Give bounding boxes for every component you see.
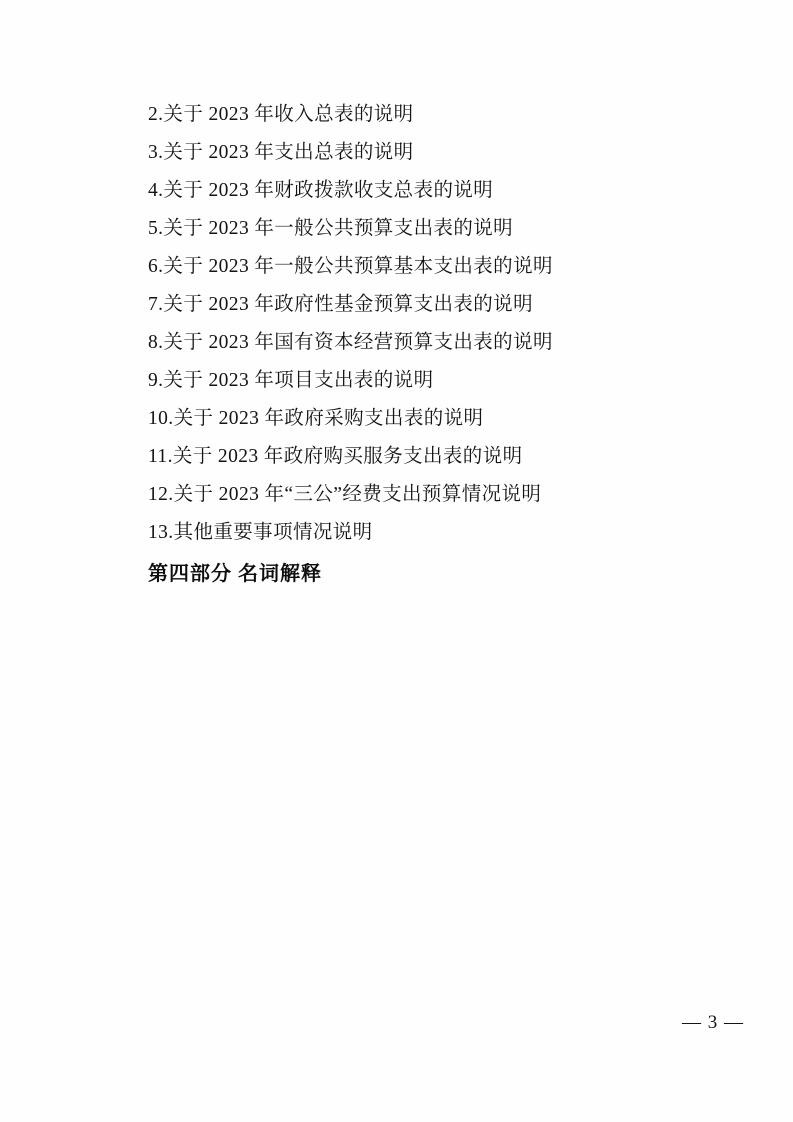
page-number: — 3 —	[682, 1012, 744, 1033]
list-item: 6.关于 2023 年一般公共预算基本支出表的说明	[148, 256, 553, 277]
list-item: 9.关于 2023 年项目支出表的说明	[148, 370, 434, 391]
list-item: 4.关于 2023 年财政拨款收支总表的说明	[148, 180, 494, 201]
list-item: 12.关于 2023 年“三公”经费支出预算情况说明	[148, 484, 542, 505]
list-item: 10.关于 2023 年政府采购支出表的说明	[148, 408, 484, 429]
list-item: 8.关于 2023 年国有资本经营预算支出表的说明	[148, 332, 553, 353]
list-item: 2.关于 2023 年收入总表的说明	[148, 104, 414, 125]
list-item: 3.关于 2023 年支出总表的说明	[148, 142, 414, 163]
list-item: 13.其他重要事项情况说明	[148, 522, 373, 543]
section-heading: 第四部分 名词解释	[148, 563, 322, 585]
toc-list	[148, 96, 648, 594]
list-item: 7.关于 2023 年政府性基金预算支出表的说明	[148, 294, 533, 315]
list-item: 11.关于 2023 年政府购买服务支出表的说明	[148, 446, 523, 467]
list-item: 5.关于 2023 年一般公共预算支出表的说明	[148, 218, 514, 239]
